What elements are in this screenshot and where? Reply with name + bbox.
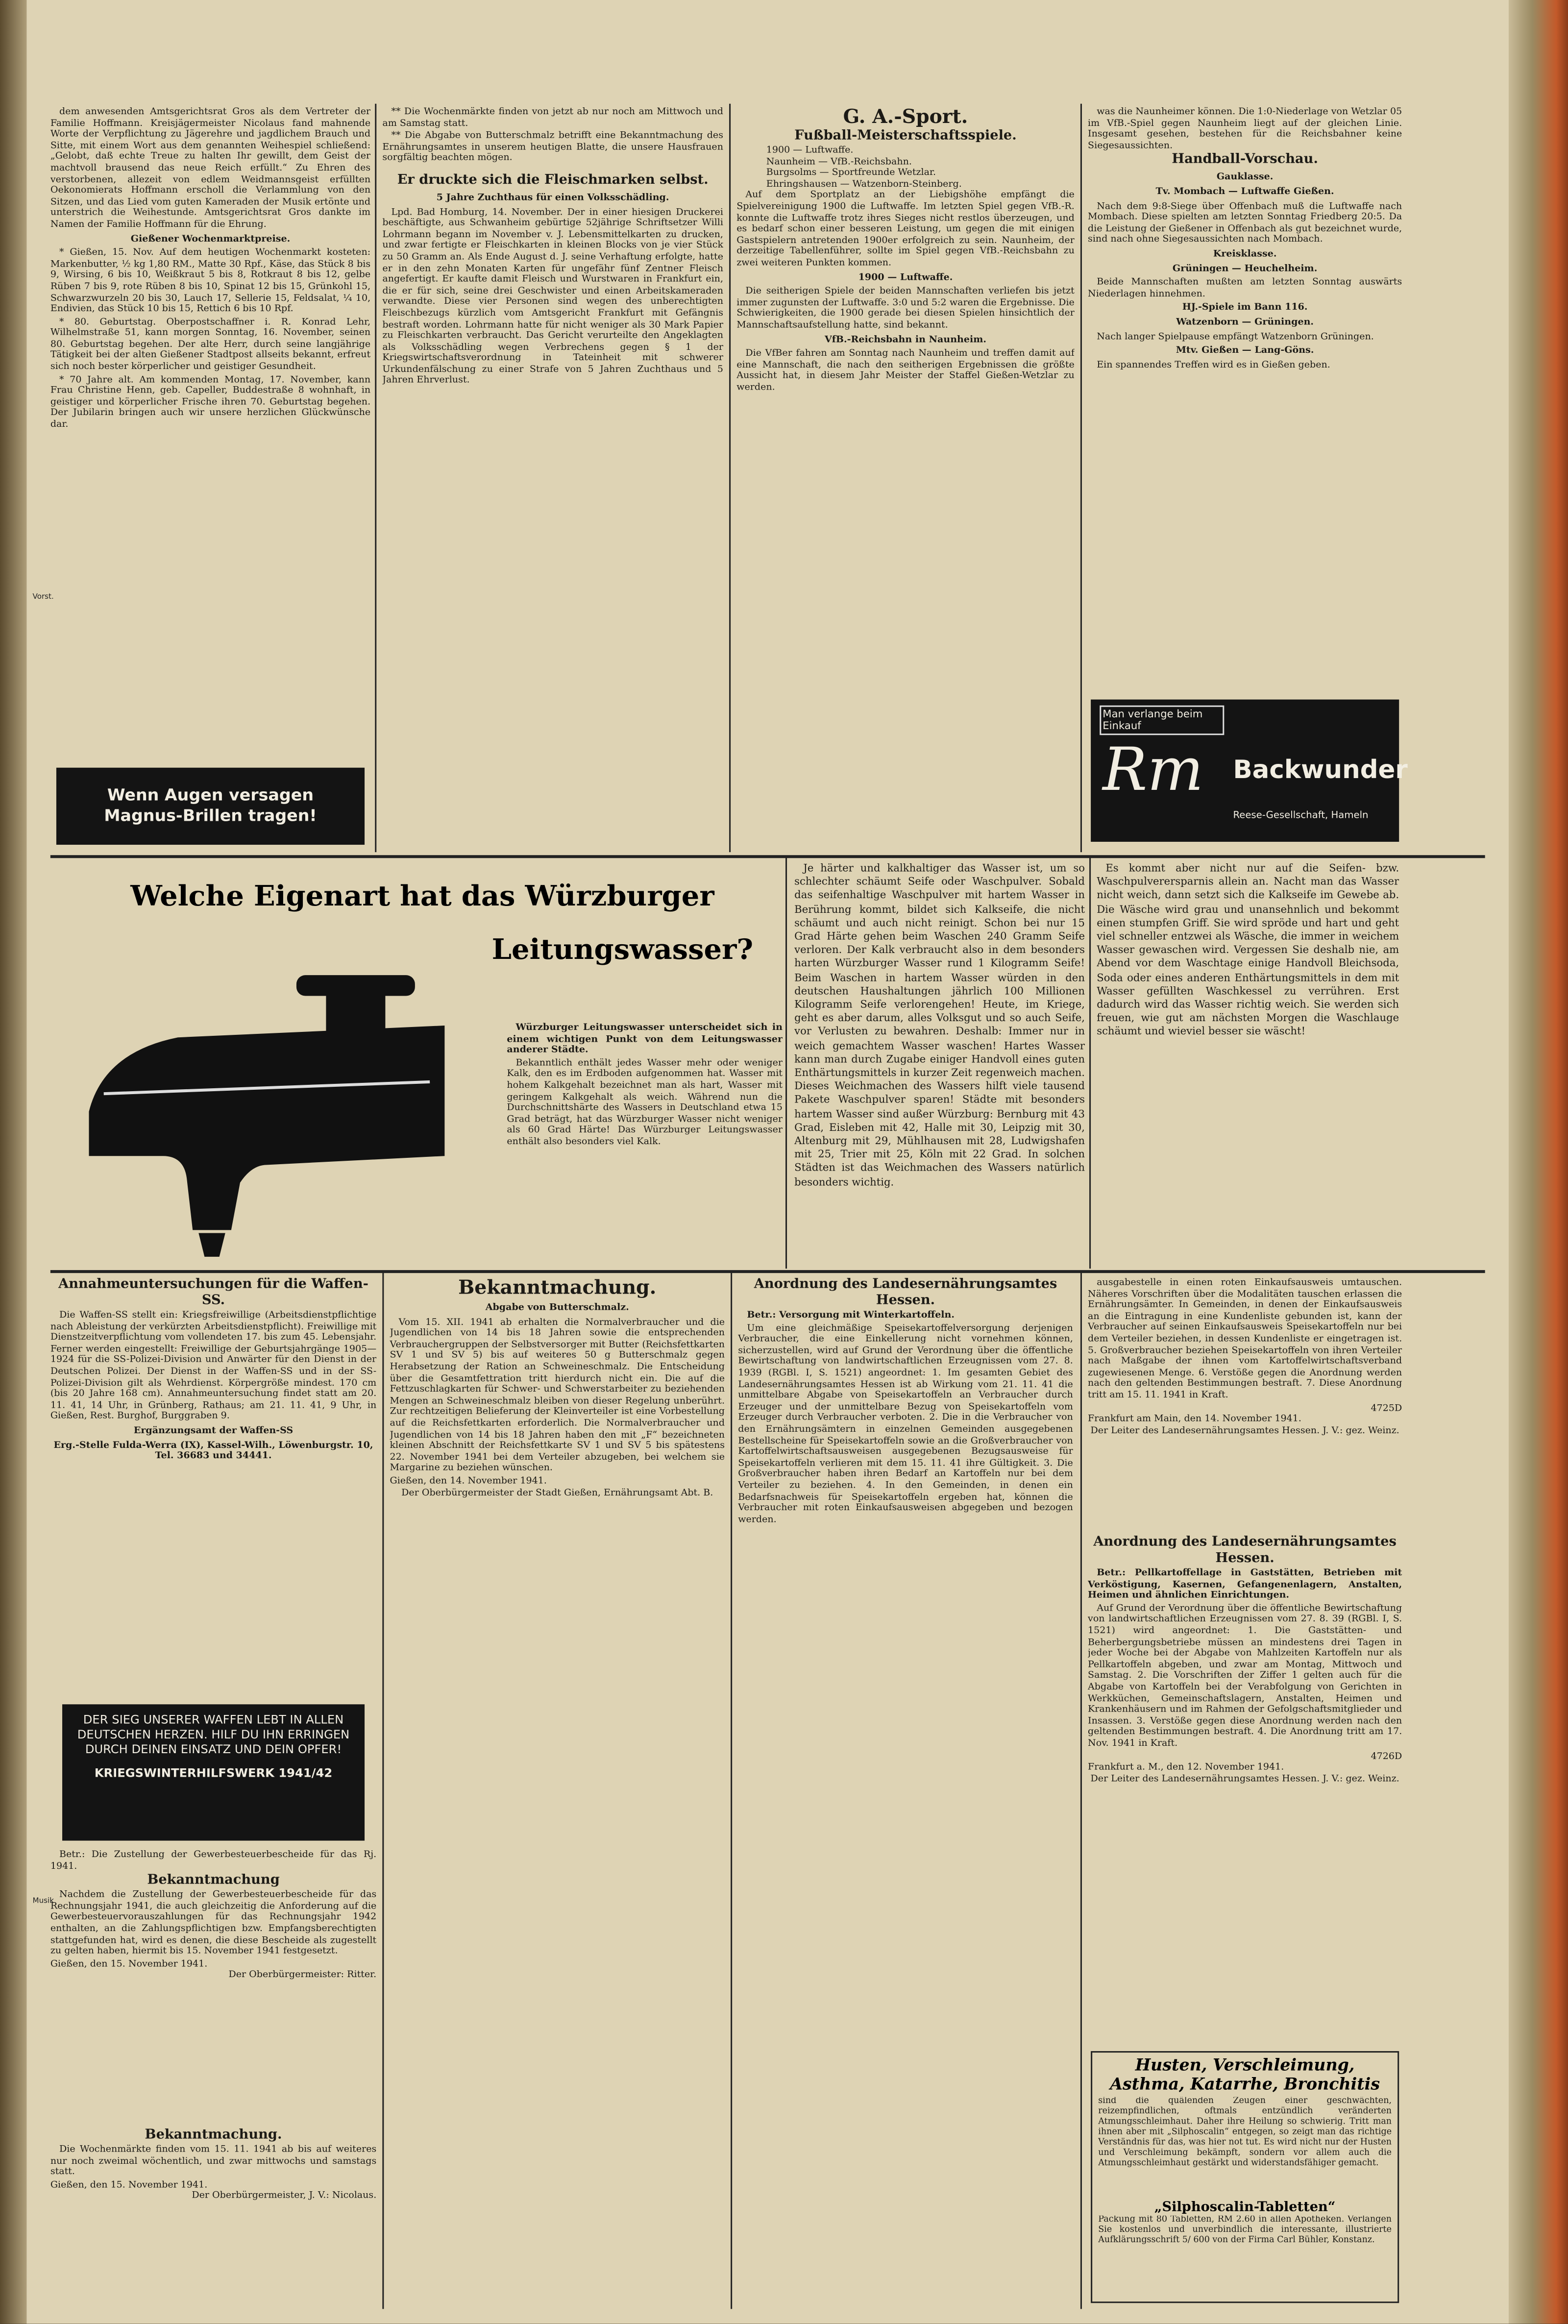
- fixture: Naunheim — VfB.-Reichsbahn.: [766, 156, 912, 167]
- handball-intro: was die Naunheimer können. Die 1:0-Niederlage von Wetzlar 05 im VfB.-Spiel gegen Naunheim liegt auf der gleichen Linie. Insgesamt gesehen, bestehen für die Reichsbahner keine Siegesaussichten.: [1088, 106, 1402, 151]
- backwunder-maker: Reese-Gesellschaft, Hameln: [1233, 809, 1369, 821]
- hj-heading: HJ.-Spiele im Bann 116.: [1182, 302, 1308, 314]
- sport-sub1: 1900 — Luftwaffe.: [858, 272, 953, 283]
- hj-match: Watzenborn — Grüningen.: [1176, 317, 1314, 328]
- kreisklasse: Kreisklasse.: [1213, 248, 1277, 260]
- bek1-title: Bekanntmachung: [147, 1873, 280, 1888]
- fleisch-subheading: 5 Jahre Zuchthaus für einen Volksschädling.: [436, 193, 669, 203]
- khw-title: KRIEGSWINTERHILFSWERK 1941/42: [94, 1766, 333, 1780]
- anord2-title: Anordnung des Landesernährungsamtes Hessen.: [1093, 1535, 1396, 1567]
- anord1end-body: ausgabestelle in einen roten Einkaufsausweis umtauschen. Näheres Vorschriften über die Modalitäten tauschen erlassen die Ernährungsämter. In Gemeinden, in denen der Einkaufsausweis an die Eintragung in eine Kundenliste gebunden ist, kann der Verbraucher auf seinen Einkaufsausweis Speisekartoffeln nur bei dem Verteiler beziehen, in dessen Kundenliste er eingetragen ist. 5. Großverbraucher beziehen Speisekartoffeln von ihren Verteiler nach Maßgabe der ihnen vom Kartoffelwirtschaftsverband zugewiesenen Menge. 6. Verstöße gegen die Anordnung werden nach den geltenden Bestimmungen bestraft. 7. Diese Anordnung tritt am 15. 11. 1941 in Kraft.: [1088, 1277, 1402, 1401]
- ad-kriegswinterhilfswerk: [62, 1704, 365, 1840]
- anord2-pre: Betr.: Pellkartoffellage in Gaststätten, Betrieben mit Verköstigung, Kasernen, Gefangenenlagern, Anstalten, Heimen und ähnlichen Einrichtungen.: [1088, 1568, 1402, 1601]
- anord1end-sig: Der Leiter des Landesernährungsamtes Hessen. J. V.: gez. Weinz.: [1090, 1425, 1399, 1436]
- bek1-sig: Der Oberbürgermeister: Ritter.: [228, 1970, 377, 1981]
- silpho-brand: „Silphoscalin-Tabletten“: [1154, 2201, 1336, 2216]
- fleisch-heading: Er druckte sich die Fleischmarken selbst.: [397, 173, 709, 189]
- edge-text-1: Vorst.: [32, 592, 54, 602]
- waffen-addr: Erg.-Stelle Fulda-Werra (IX), Kassel-Wilh., Löwenburgstr. 10, Tel. 36683 und 34441.: [53, 1440, 373, 1462]
- waffen-ss-notice: [50, 1277, 376, 1648]
- butter-sig: Der Oberbürgermeister der Stadt Gießen, Ernährungsamt Abt. B.: [401, 1487, 713, 1498]
- sport-body3: Die VfBer fahren am Sonntag nach Naunheim und treffen damit auf eine Mannschaft, die nach den seitherigen Ergebnissen die größte Aussicht hat, in diesem Jahr Meister der Staffel Gießen-Wetzlar zu werden.: [736, 348, 1075, 393]
- backwunder-logo-icon: Rm: [1102, 736, 1204, 805]
- butter-title: Bekanntmachung.: [458, 1277, 657, 1300]
- bek1-place: Gießen, den 15. November 1941.: [50, 1958, 208, 1969]
- wasser-title1: Welche Eigenart hat das Würzburger: [130, 880, 714, 913]
- bek1-pre: Betr.: Die Zustellung der Gewerbesteuerbescheide für das Rj. 1941.: [50, 1849, 377, 1871]
- anord1-title: Anordnung des Landesernährungsamtes Hessen.: [754, 1277, 1057, 1309]
- wasser-body3: Es kommt aber nicht nur auf die Seifen- bzw. Waschpulverersparnis allein an. Nacht man das Wasser nicht weich, dann setzt sich die Kalkseife im Gewebe ab. Die Wäsche wird grau und unansehnlich und bekommt einen stumpfen Griff. Sie wird spröde und hart und geht viel schneller entzwei als Wäsche, die immer in weichem Wasser gewaschen wird. Vergessen Sie deshalb nie, am Abend vor dem Waschtage einige Handvoll Bleichsoda, Soda oder eines anderen Enthärtungsmittels in dem mit Wasser gefüllten Waschkessel zu verrühren. Erst dadurch wird das Wasser richtig weich. Sie werden sich freuen, wie gut am nächsten Morgen die Waschlauge schäumt und wieviel besser sie wäscht!: [1097, 862, 1399, 1038]
- right-page-edge: [1509, 0, 1568, 2324]
- anord2-place: Frankfurt a. M., den 12. November 1941.: [1088, 1762, 1284, 1773]
- bek-wochenmaerkte: [50, 2128, 376, 2306]
- silpho-foot: Packung mit 80 Tabletten, RM 2.60 in allen Apotheken. Verlangen Sie kostenlos und unverbindlich die interessante, illustrierte Aufklärungsschrift 5/ 600 von der Firma Carl Bühler, Konstanz.: [1098, 2215, 1392, 2246]
- anordnung-end: [1088, 1277, 1402, 1529]
- butter-sub: Abgabe von Butterschmalz.: [485, 1302, 629, 1313]
- butter-place: Gießen, den 14. November 1941.: [390, 1476, 547, 1487]
- ad-magnus-brillen: Wenn Augen versagen Magnus-Brillen tragen!: [56, 768, 365, 845]
- anord2-code: 4726D: [1371, 1751, 1402, 1761]
- column-1: [50, 107, 370, 759]
- gauklasse-body: Nach dem 9:8-Siege über Offenbach muß die Luftwaffe nach Mombach. Diese spielten am letzten Sonntag Friedberg 20:5. Da die Leistung der Gießener in Offenbach als gut bezeichnet wurde, sind nach ohne Siegesaussichten nach Mombach.: [1088, 201, 1402, 245]
- hj-body: Nach langer Spielpause empfängt Watzenborn Grüningen.: [1097, 331, 1374, 342]
- article-geburtstag: * 80. Geburtstag. Oberpostschaffner i. R. Konrad Lehr, Wilhelmstraße 51, kann morgen Sonntag, 16. November, seinen 80. Geburtstag begehen. Der alte Herr, durch seine langjährige Tätigkeit bei der alten Gießener Stadtpost allseits bekannt, erfreut sich noch bester körperlicher und geistiger Gesundheit.: [50, 317, 371, 372]
- faucet-illustration-icon: [74, 933, 474, 1259]
- mtv-match: Mtv. Gießen — Lang-Göns.: [1176, 345, 1314, 356]
- wasser-col1: [507, 1023, 783, 1263]
- sport-body2: Die seitherigen Spiele der beiden Mannschaften verliefen bis jetzt immer zugunsten der Luftwaffe. 3:0 und 5:2 waren die Ergebnisse. Die Schwierigkeiten, die 1900 gerade bei diesen Spielen hinsichtlich der Mannschaftsaufstellung hatte, sind bekannt.: [736, 286, 1075, 331]
- fixture: Burgsolms — Sportfreunde Wetzlar.: [766, 168, 936, 178]
- anordnung-winterkartoffeln: [738, 1277, 1073, 2300]
- column-3-sport: [736, 107, 1075, 848]
- wasser-lead: Würzburger Leitungswasser unterscheidet sich in einem wichtigen Punkt von dem Leitungswasser anderer Städte.: [507, 1022, 783, 1056]
- wasser-title2: Leitungswasser?: [491, 933, 754, 967]
- bek2-body: Die Wochenmärkte finden vom 15. 11. 1941 ab bis auf weiteres nur noch zweimal wöchentlich, und zwar mittwochs und samstags statt.: [50, 2144, 377, 2177]
- khw-text: DER SIEG UNSERER WAFFEN LEBT IN ALLEN DEUTSCHEN HERZEN. HILF DU IHN ERRINGEN DURCH DEINEN EINSATZ UND DEIN OPFER!: [77, 1713, 350, 1757]
- sport-sub2: VfB.-Reichsbahn in Naunheim.: [824, 334, 987, 345]
- wasser-body2: Je härter und kalkhaltiger das Wasser ist, um so schlechter schäumt Seife oder Waschpulver. Sobald das seifenhaltige Waschpulver mit hartem Wasser in Berührung kommt, bildet sich Kalkseife, die nicht schäumt und auch nicht reinigt. Schon bei nur 15 Grad Härte gehen beim Waschen 240 Gramm Seife verloren. Der Kalk verbraucht also in dem besonders harten Würzburger Wasser rund 1 Kilogramm Seife! Beim Waschen in hartem Wasser würden in den deutschen Haushaltungen jährlich 100 Millionen Kilogramm Seife verlorengehen! Heute, im Kriege, geht es aber darum, alles Volksgut und so auch Seife, vor Verlusten zu bewahren. Deshalb: Immer nur in weich gemachtem Wasser waschen! Hartes Wasser kann man durch Zugabe einiger Handvoll eines guten Enthärtungsmittels in kurzer Zeit regenweich machen. Dieses Weichmachen des Wassers hilft viele tausend Pakete Waschpulver sparen! Städte mit besonders hartem Wasser sind außer Würzburg: Bernburg mit 43 Grad, Eisleben mit 42, Halle mit 30, Leipzig mit 30, Altenburg mit 29, Mühlhausen mit 28, Ludwigshafen mit 25, Trier mit 25, Köln mit 22 Grad. In solchen Städten ist das Weichmachen des Wassers natürlich besonders wichtig.: [794, 862, 1085, 1188]
- waffen-body: Die Waffen-SS stellt ein: Kriegsfreiwillige (Arbeitsdienstpflichtige nach Ableistung der verkürzten Arbeitsdienstpflicht). Freiwillige mit Dienstzeitverpflichtung vom vollendeten 17. bis zum 45. Lebensjahr. Ferner werden eingestellt: Freiwillige der Geburtsjahrgänge 1905—1924 für die SS-Polizei-Division und Anwärter für den Dienst in der Deutschen Polizei. Der Dienst in der Waffen-SS und in der SS-Polizei-Division gilt als Wehrdienst. Körpergröße mindest. 170 cm (bis 20 Jahre 168 cm). Annahmeuntersuchung findet statt am 20. 11. 41, 14 Uhr, in Grünberg, Rathaus; am 21. 11. 41, 9 Uhr, in Gießen, Rest. Burghof, Burggraben 9.: [50, 1310, 377, 1422]
- fleisch-body: Lpd. Bad Homburg, 14. November. Der in einer hiesigen Druckerei beschäftigte, aus Schwanheim gebürtige 52jährige Schriftsetzer Willi Lohrmann begann im November v. J. Lebensmittelkarten zu drucken, und zwar fertigte er Fleischkarten in kleinen Blocks von je vier Stück zu 50 Gramm an. Als Ende August d. J. seine Verhaftung erfolgte, hatte er in den zehn Monaten Karten für ungefähr fünf Zentner Fleisch angefertigt. Er kaufte damit Fleisch und Wurstwaren in Frankfurt ein, die er für sich, seine drei Geschwister und einen Arbeitskameraden verwandte. Diese vier Personen sind wegen des unberechtigten Fleischbezugs kürzlich vom Amtsgericht Frankfurt mit Gefängnis bestraft worden. Lohrmann hatte für nicht weniger als 30 Mark Papier zu Fleischkarten verbraucht. Das Gericht verurteilte den Angeklagten als Volksschädling wegen Verbrechens gegen § 1 der Kriegswirtschaftsverordnung in Tateinheit mit schwerer Urkundenfälschung zu einer Strafe von 5 Jahren Zuchthaus und 5 Jahren Ehrverlust.: [382, 207, 724, 386]
- kreisklasse-match: Grüningen — Heuchelheim.: [1172, 263, 1318, 274]
- bek-butterschmalz: [390, 1277, 725, 2300]
- ad-backwunder: [1091, 700, 1408, 842]
- anord1-body: Um eine gleichmäßige Speisekartoffelversorgung derjenigen Verbraucher, die eine Einkellerung nicht vornehmen können, sicherzustellen, wird auf Grund der Verordnung über die öffentliche Bewirtschaftung von landwirtschaftlichen Erzeugnissen vom 27. 8. 1939 (RGBl. I, S. 1521) angeordnet: 1. Im gesamten Gebiet des Landesernährungsamtes Hessen ist ab Wirkung vom 21. 11. 41 die unmittelbare Abgabe von Speisekartoffeln an Verbraucher durch Erzeuger und der unmittelbare Bezug von Speisekartoffeln vom Erzeuger durch Verbraucher verboten. 2. Die in die Verbraucher von den Ernährungsämtern in einzelnen Gemeinden ausgegebenen Bestellscheine für Speisekartoffeln sowie an die Großverbraucher von Kartoffelwirtschaftsausweisen ausgegebenen Bezugsausweise für Speisekartoffeln verlieren mit dem 15. 11. 41 ihre Gültigkeit. 3. Die Großverbraucher haben ihren Bedarf an Kartoffeln nur bei dem Verteiler zu beziehen. 4. In den Gemeinden, in denen ein Bedarfsnachweis für Speisekartoffeln ergeben hat, können die Verbraucher mit roten Einkaufsausweisen abgegeben und bezogen werden.: [738, 1322, 1073, 1525]
- column-2: [382, 107, 723, 848]
- edge-text-2: Musik: [32, 1897, 54, 1906]
- anord1end-code: 4725D: [1371, 1402, 1402, 1414]
- bek1-body: Nachdem die Zustellung der Gewerbesteuerbescheide für das Rechnungsjahr 1941, die auch gleichzeitig die Anforderung auf die Gewerbesteuervorauszahlungen für das Rechnungsjahr 1942 enthalten, an die Zahlungspflichtigen bzw. Empfangsberechtigten stattgefunden hat, wird es denen, die diese Bescheide als zugestellt zu gelten haben, hiermit bis 15. November 1941 festgesetzt.: [50, 1889, 377, 1957]
- handball-heading: Handball-Vorschau.: [1172, 153, 1318, 168]
- gauklasse-match: Tv. Mombach — Luftwaffe Gießen.: [1155, 187, 1334, 197]
- butter-body: Vom 15. XII. 1941 ab erhalten die Normalverbraucher und die Jugendlichen von 14 bis 18 Jahren sowie die entsprechenden Verbrauchergruppen der Selbstversorger mit Butter (Reichsfettkarten SV 1 und SV 5) bis auf weiteres 50 g Butterschmalz gegen Herabsetzung der Ration an Schweineschmalz. Die Entscheidung über die Gesamtfettration tritt hierdurch nicht ein. Die auf die Fettzuschlagkarten für Schwer- und Schwerstarbeiter zu beziehenden Mengen an Schweineschmalz bleiben von dieser Regelung unberührt. Zur rechtzeitigen Belieferung der Kleinverteiler ist eine Vorbestellung auf die Reichsfettkarten erforderlich. Die Normalverbraucher und Jugendlichen von 14 bis 18 Jahren haben den mit „F“ bezeichneten kleinen Abschnitt der Reichsfettkarte SV 1 und SV 5 bis spätestens 22. November 1941 bei dem Verteiler abzugeben, bei welchem sie Margarine zu beziehen wünschen.: [390, 1317, 725, 1474]
- waffen-stelle: Ergänzungsamt der Waffen-SS: [133, 1425, 294, 1436]
- bek2-sig: Der Oberbürgermeister, J. V.: Nicolaus.: [192, 2191, 377, 2202]
- article-siebzig: * 70 Jahre alt. Am kommenden Montag, 17. November, kann Frau Christine Henn, geb. Capeller, Buddestraße 8 wohnhaft, in geistiger und körperlicher Frische ihren 70. Geburtstag begehen. Der Jubilarin bringen auch wir unsere herzlichen Glückwünsche dar.: [50, 374, 371, 430]
- anord1-pre: Betr.: Versorgung mit Winterkartoffeln.: [747, 1310, 955, 1321]
- sport-title: G. A.-Sport.: [843, 106, 968, 129]
- column-4-handball: [1088, 107, 1402, 692]
- wasser-col3: [1097, 862, 1399, 1266]
- note-wochenmarkt: ** Die Wochenmärkte finden von jetzt ab nur noch am Mittwoch und am Samstag statt.: [382, 106, 724, 128]
- wasser-body1: Bekanntlich enthält jedes Wasser mehr oder weniger Kalk, den es im Erdboden aufgenommen hat. Wasser mit hohem Kalkgehalt bezeichnet man als hart, Wasser mit geringem Kalkgehalt als weich. Während nun die Durchschnittshärte des Wassers in Deutschland etwa 15 Grad beträgt, hat das Würzburger Wasser nicht weniger als 60 Grad Härte! Das Würzburger Leitungswasser enthält also besonders viel Kalk.: [507, 1057, 783, 1147]
- note-butterschmalz: ** Die Abgabe von Butterschmalz betrifft eine Bekanntmachung des Ernährungsamtes in unserem heutigen Blatte, die unsere Hausfrauen sorgfältig beachten mögen.: [382, 130, 724, 164]
- bek2-title: Bekanntmachung.: [145, 2128, 282, 2143]
- article-markt: * Gießen, 15. Nov. Auf dem heutigen Wochenmarkt kosteten: Markenbutter, ½ kg 1,80 RM., Matte 30 Rpf., Käse, das Stück 8 bis 9, Wirsing, 6 bis 10, Weißkraut 5 bis 8, Rotkraut 8 bis 12, gelbe Rüben 7 bis 9, rote Rüben 8 bis 10, Spinat 12 bis 15, Grünkohl 15, Schwarzwurzeln 20 bis 30, Lauch 17, Sellerie 15, Feldsalat, ¼ 10, Endivien, das Stück 10 bis 15, Rettich 6 bis 10 Rpf.: [50, 247, 371, 315]
- markt-heading: Gießener Wochenmarktpreise.: [130, 233, 291, 244]
- fixtures-list: [736, 145, 1075, 190]
- bek-gewerbesteuer: [50, 1850, 376, 2116]
- backwunder-tagline: Man verlange beim Einkauf: [1100, 706, 1224, 735]
- waffen-title: Annahmeuntersuchungen für die Waffen-SS.: [58, 1277, 368, 1309]
- bek2-place: Gießen, den 15. November 1941.: [50, 2179, 208, 2190]
- anord1end-place: Frankfurt am Main, den 14. November 1941.: [1088, 1414, 1301, 1425]
- silpho-body: sind die quälenden Zeugen einer geschwächten, reizempfindlichen, oftmals entzündlich veränderten Atmungsschleimhaut. Daher ihre Heilung so schwierig. Tritt man ihnen aber mit „Silphoscalin“ entgegen, so zeigt man das richtige Verständnis für das, was hier not tut. Es wird nicht nur der Husten und Verschleimung bekämpft, sondern vor allem auch die Atmungsschleimhaut gestärkt und widerstandsfähiger gemacht.: [1098, 2097, 1392, 2168]
- fixture: Ehringshausen — Watzenborn-Steinberg.: [766, 179, 962, 190]
- silpho-title: Husten, Verschleimung, Asthma, Katarrhe, Bronchitis: [1110, 2055, 1380, 2094]
- ad-silphoscalin: [1091, 2051, 1399, 2303]
- anord2-sig: Der Leiter des Landesernährungsamtes Hessen. J. V.: gez. Weinz.: [1090, 1773, 1399, 1784]
- mtv-body: Ein spannendes Treffen wird es in Gießen geben.: [1097, 360, 1330, 370]
- anord2-body: Auf Grund der Verordnung über die öffentliche Bewirtschaftung von landwirtschaftlichen Erzeugnissen vom 27. 8. 39 (RGBl. I, S. 1521) wird angeordnet: 1. Die Gaststätten- und Beherbergungsbetriebe müssen an mindestens drei Tagen in jeder Woche bei der Abgabe von Mahlzeiten Kartoffeln nur als Pellkartoffeln abgeben, und zwar am Montag, Mittwoch und Samstag. 2. Die Vorschriften der Ziffer 1 gelten auch für die Abgabe von Kartoffeln bei der Verabfolgung von Gerichten in Werkküchen, Gemeinschaftslagern, Anstalten, Heimen und Krankenhäusern und im Rahmen der Gefolgschaftsmitglieder und Insassen. 3. Verstöße gegen diese Anordnung werden nach den geltenden Bestimmungen bestraft. 4. Die Anordnung tritt am 17. Nov. 1941 in Kraft.: [1088, 1603, 1402, 1749]
- article-jaeger: dem anwesenden Amtsgerichtsrat Gros als dem Vertreter der Familie Hoffmann. Kreisjägermeister Nicolaus fand mahnende Worte der Verpflichtung zu Jägerehre und jagdlichem Brauch und Sitte, mit einem Wort aus dem genannten Weihespiel schließend: „Gelobt, daß echte Treue zu halten Ihr gewillt, dem Geist der machtvoll brausend das neue Reich erfüllt.“ Zu Ehren des verstorbenen, allezeit von edlem Weidmannsgeist erfüllten Oekonomierats Hoffmann erscholl die Verlammlung von den Sitzen, und das Lied vom guten Kameraden der Musik ertönte und unterstrich die Weihestunde. Amtsgerichtsrat Gros dankte im Namen der Familie Hoffmann für die Ehrung.: [50, 106, 371, 230]
- kreisklasse-body: Beide Mannschaften mußten am letzten Sonntag auswärts Niederlagen hinnehmen.: [1088, 277, 1402, 299]
- fixture: 1900 — Luftwaffe.: [766, 145, 854, 156]
- anordnung-pellkartoffeln: [1088, 1535, 1402, 2039]
- gauklasse: Gauklasse.: [1216, 172, 1274, 183]
- sport-heading: Fußball-Meisterschaftsspiele.: [794, 129, 1017, 144]
- wasser-col2: [794, 862, 1085, 1266]
- sport-body: Auf dem Sportplatz an der Liebigshöhe empfängt die Spielvereinigung 1900 die Luftwaffe. Im letzten Spiel gegen VfB.-R. konnte die Luftwaffe trotz ihres Sieges nicht restlos überzeugen, und es bedarf schon einer besseren Leistung, um gegen die mit einigen Gastspielern antretenden 1900er erfolgreich zu sein. Naunheim, der derzeitige Tabellenführer, sollte im Spiel gegen VfB.-Reichsbahn zu zwei weiteren Punkten kommen.: [736, 190, 1075, 269]
- backwunder-brand: Backwunder: [1233, 756, 1408, 786]
